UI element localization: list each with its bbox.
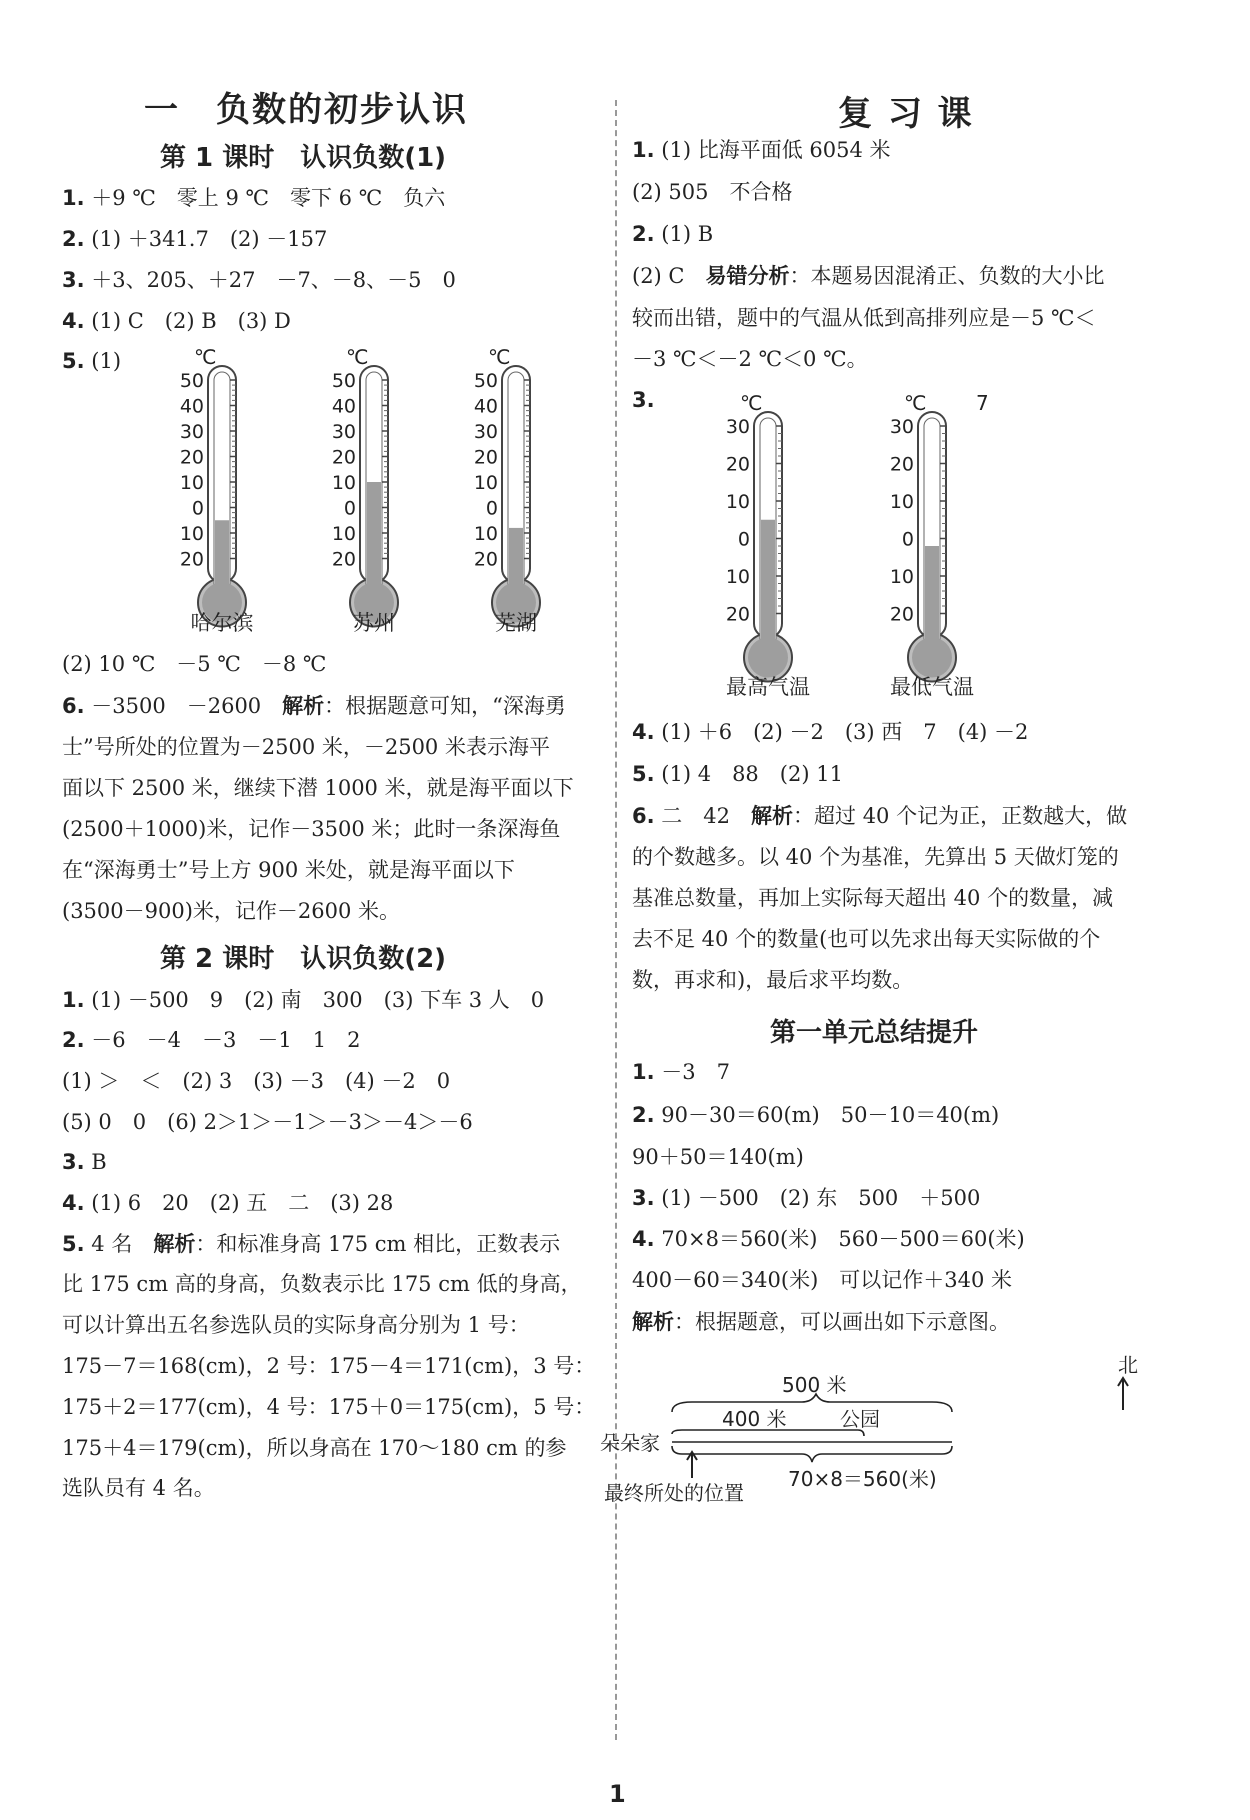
scale-label: 10 — [179, 472, 204, 494]
unit-title: 一 负数的初步认识 — [144, 90, 468, 130]
mercury-bulb — [748, 638, 788, 678]
l2-q5: 5. 4 名 解析：和标准身高 175 cm 相比，正数表示 — [62, 1232, 561, 1256]
thermometer-caption: 哈尔滨 — [190, 611, 254, 635]
s-q2: 2. 90－30＝60(m) 50－10＝40(m) — [632, 1103, 1000, 1127]
d500-label: 500 米 — [782, 1373, 847, 1397]
r-q2b: (2) C 易错分析：本题易因混淆正、负数的大小比 — [632, 264, 1105, 288]
north-label: 北 — [1118, 1353, 1138, 1377]
scale-label: 30 — [473, 421, 498, 443]
scale-label: 10 — [889, 566, 914, 588]
s-q4b: 400－60＝340(米) 可以记作＋340 米 — [632, 1268, 1013, 1292]
temperature-thermometers — [672, 380, 989, 705]
l1-q5-part2: (2) 10 ℃ －5 ℃ －8 ℃ — [62, 652, 327, 676]
extra-label: 7 — [976, 391, 989, 415]
mercury-column — [215, 520, 229, 592]
scale-label: 20 — [331, 446, 356, 469]
scale-label: 0 — [901, 528, 914, 551]
review-title: 复 习 课 — [838, 94, 974, 134]
l1-q6-line: (2500＋1000)米，记作－3500 米；此时一条深海鱼 — [62, 817, 561, 841]
r-q6-line: 数，再求和)，最后求平均数。 — [632, 968, 914, 992]
thermometer-caption: 苏州 — [353, 611, 395, 635]
scale-label: 20 — [473, 548, 498, 571]
l1-q6-line: (3500－900)米，记作－2600 米。 — [62, 899, 401, 923]
home-label: 朵朵家 — [600, 1431, 660, 1455]
lesson2-title: 第 2 课时 认识负数(2) — [160, 944, 447, 974]
l2-q5-line: 175＋2＝177(cm)，4 号：175＋0＝175(cm)，5 号： — [62, 1395, 596, 1419]
scale-label: 30 — [179, 421, 204, 443]
scale-label: 10 — [725, 566, 750, 588]
mercury-bulb — [912, 638, 952, 678]
thermometer-caption: 最高气温 — [726, 675, 810, 699]
scale-label: 0 — [485, 497, 498, 520]
lesson1-title: 第 1 课时 认识负数(1) — [160, 143, 447, 173]
scale-label: 10 — [473, 523, 498, 545]
l2-q2: 2. －6 －4 －3 －1 1 2 — [62, 1028, 361, 1052]
scale-label: 0 — [343, 497, 356, 520]
park-label: 公园 — [840, 1407, 880, 1431]
s-q4c: 解析：根据题意，可以画出如下示意图。 — [632, 1310, 1010, 1334]
l2-q5-line: 选队员有 4 名。 — [62, 1476, 215, 1500]
page-number: 1 — [609, 1780, 626, 1808]
scale-label: 0 — [191, 497, 204, 520]
scale-label: 50 — [331, 370, 356, 392]
scale-label: 50 — [473, 370, 498, 392]
l2-q4: 4. (1) 6 20 (2) 五 二 (3) 28 — [62, 1191, 394, 1215]
l2-q5-line: 175－7＝168(cm)，2 号：175－4＝171(cm)，3 号： — [62, 1354, 596, 1378]
r-q3: 3. — [632, 388, 655, 412]
thermometer-caption: 最低气温 — [890, 675, 974, 699]
l1-q2: 2. (1) ＋341.7 (2) －157 — [62, 227, 328, 251]
scale-label: 30 — [331, 421, 356, 443]
l2-q5-line: 175＋4＝179(cm)，所以身高在 170～180 cm 的参 — [62, 1436, 567, 1460]
final-label: 最终所处的位置 — [604, 1481, 744, 1505]
scale-label: 20 — [889, 453, 914, 476]
walk-label: 70×8＝560(米) — [788, 1467, 937, 1491]
l1-q4: 4. (1) C (2) B (3) D — [62, 309, 291, 333]
l2-q3: 3. B — [62, 1150, 107, 1174]
scale-label: 10 — [889, 491, 914, 513]
r-q4: 4. (1) ＋6 (2) －2 (3) 西 7 (4) －2 — [632, 720, 1029, 744]
scale-label: 30 — [725, 416, 750, 438]
mercury-column — [761, 520, 775, 648]
l1-q6: 6. －3500 －2600 解析：根据题意可知，“深海勇 — [62, 694, 566, 718]
scale-label: 20 — [179, 446, 204, 469]
r-q2b-line: 较而出错，题中的气温从低到高排列应是－5 ℃＜ — [632, 306, 1096, 330]
scale-label: 20 — [889, 603, 914, 626]
l2-q2a: (1) ＞ ＜ (2) 3 (3) －3 (4) －2 0 — [62, 1069, 451, 1093]
scale-label: 40 — [473, 395, 498, 418]
l1-q1: 1. ＋9 ℃ 零上 9 ℃ 零下 6 ℃ 负六 — [62, 186, 446, 210]
r-q1b: (2) 505 不合格 — [632, 180, 793, 204]
r-q6-line: 基准总数量，再加上实际每天超出 40 个的数量，减 — [632, 886, 1114, 910]
l2-q2b: (5) 0 0 (6) 2＞1＞－1＞－3＞－4＞－6 — [62, 1110, 473, 1134]
s-q3: 3. (1) －500 (2) 东 500 ＋500 — [632, 1186, 981, 1210]
scale-label: 40 — [179, 395, 204, 418]
r-q5: 5. (1) 4 88 (2) 11 — [632, 762, 843, 786]
route-diagram — [600, 1350, 1192, 1510]
r-q6-line: 的个数越多。以 40 个为基准，先算出 5 天做灯笼的 — [632, 845, 1119, 869]
r-q2b-line: －3 ℃＜－2 ℃＜0 ℃。 — [632, 347, 868, 371]
scale-label: 10 — [331, 472, 356, 494]
scale-label: 50 — [179, 370, 204, 392]
s-q2b: 90＋50＝140(m) — [632, 1145, 804, 1169]
s-q4: 4. 70×8＝560(米) 560－500＝60(米) — [632, 1227, 1025, 1251]
walk-brace — [672, 1446, 952, 1462]
d400-label: 400 米 — [722, 1407, 787, 1431]
l2-q5-line: 比 175 cm 高的身高，负数表示比 175 cm 低的身高， — [62, 1272, 582, 1296]
l1-q6-line: 在“深海勇士”号上方 900 米处，就是海平面以下 — [62, 858, 515, 882]
s-q1: 1. －3 7 — [632, 1060, 731, 1084]
r-q6: 6. 二 42 解析：超过 40 个记为正，正数越大，做 — [632, 804, 1128, 828]
unit-label: ℃ — [740, 391, 763, 415]
l1-q5: 5. (1) — [62, 349, 122, 373]
scale-label: 20 — [473, 446, 498, 469]
l1-q6-line: 士”号所处的位置为－2500 米，－2500 米表示海平 — [62, 735, 550, 759]
scale-label: 20 — [179, 548, 204, 571]
scale-label: 10 — [725, 491, 750, 513]
scale-label: 20 — [725, 453, 750, 476]
summary-title: 第一单元总结提升 — [770, 1018, 979, 1048]
scale-label: 10 — [179, 523, 204, 545]
mercury-column — [925, 546, 939, 648]
scale-label: 20 — [725, 603, 750, 626]
scale-label: 20 — [331, 548, 356, 571]
mercury-column — [367, 482, 381, 593]
r-q6-line: 去不足 40 个的数量(也可以先求出每天实际做的个 — [632, 927, 1101, 951]
city-thermometers — [102, 340, 572, 635]
scale-label: 0 — [737, 528, 750, 551]
l2-q1: 1. (1) －500 9 (2) 南 300 (3) 下车 3 人 0 — [62, 988, 545, 1012]
l1-q3: 3. ＋3、205、＋27 －7、－8、－5 0 — [62, 268, 456, 292]
thermometer-caption: 芜湖 — [495, 611, 537, 635]
l2-q5-line: 可以计算出五名参选队员的实际身高分别为 1 号： — [62, 1313, 530, 1337]
scale-label: 30 — [889, 416, 914, 438]
unit-label: ℃ — [346, 345, 369, 369]
l1-q6-line: 面以下 2500 米，继续下潜 1000 米，就是海平面以下 — [62, 776, 574, 800]
unit-label: ℃ — [194, 345, 217, 369]
unit-label: ℃ — [904, 391, 927, 415]
unit-label: ℃ — [488, 345, 511, 369]
r-q2: 2. (1) B — [632, 222, 714, 246]
scale-label: 40 — [331, 395, 356, 418]
scale-label: 10 — [473, 472, 498, 494]
scale-label: 10 — [331, 523, 356, 545]
r-q1: 1. (1) 比海平面低 6054 米 — [632, 138, 891, 162]
